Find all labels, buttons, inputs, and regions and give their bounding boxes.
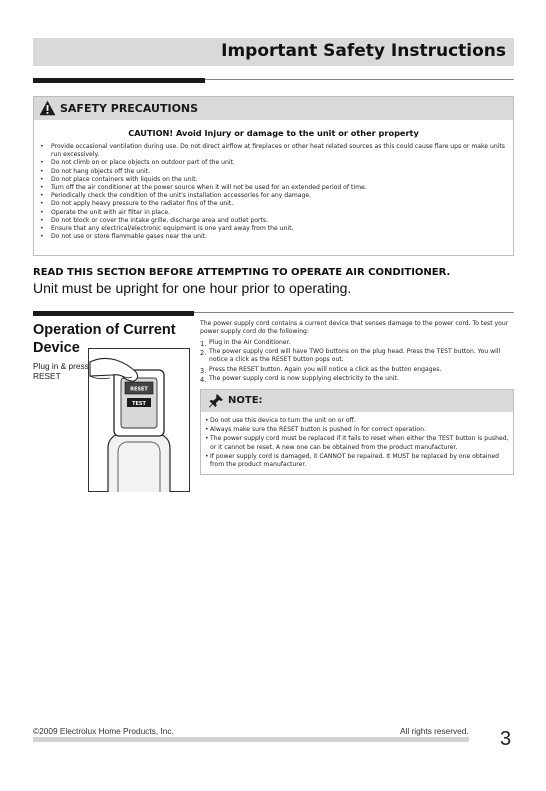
test-label: TEST [132, 401, 146, 407]
operation-steps [200, 339, 512, 384]
list-item [200, 339, 512, 347]
list-item: • Do not use this device to turn the unit on or off. [205, 417, 511, 425]
page-number: 3 [500, 728, 512, 750]
header-rule-thin [205, 79, 514, 80]
safety-bullet-list [40, 143, 512, 241]
rights-text: All rights reserved. [400, 726, 469, 736]
page-title: Important Safety Instructions [221, 41, 506, 61]
plug-label: Plug in & press RESET [33, 361, 89, 381]
note-box [200, 389, 514, 475]
list-item: • Do not place containers with liquids on the unit. [40, 176, 512, 184]
step-number: 1. [200, 340, 207, 348]
header-bar [33, 38, 514, 66]
caution-heading: CAUTION! Avoid Injury or damage to the unit or other property [128, 128, 419, 138]
list-item: • Provide occasional ventilation during use. Do not direct airflow at fireplaces or other heat related sources as this could cause flare ups or make units run excessively. [40, 143, 512, 159]
safety-precautions-title: SAFETY PRECAUTIONS [60, 102, 199, 115]
step-number: 3. [200, 366, 207, 375]
list-item: • Periodically check the condition of the unit's installation accessories for any damage. [40, 192, 512, 200]
step-text: Plug in the Air Conditioner. [209, 339, 291, 346]
step-text: The power supply cord will have TWO buttons on the plug head. Press the TEST button. You will notice a click as the RESET button pops out. [209, 348, 501, 364]
footer-bar [33, 737, 469, 742]
list-item [200, 366, 512, 374]
list-item: • Do not block or cover the intake grille, discharge area and outlet ports. [40, 217, 512, 225]
list-item [200, 348, 512, 364]
list-item: • Turn off the air conditioner at the power source when it will not be used for an extended period of time. [40, 184, 512, 192]
read-section-heading: READ THIS SECTION BEFORE ATTEMPTING TO OPERATE AIR CONDITIONER. [33, 267, 451, 278]
list-item: • The power supply cord must be replaced if it fails to reset when either the TEST button is pushed, or it cannot be reset. A new one can be obtained from the product manufacturer. [205, 435, 511, 451]
operation-title: Operation of Current Device [33, 322, 176, 356]
safety-precautions-box [33, 96, 514, 256]
list-item: • Always make sure the RESET button is pushed in for correct operation. [205, 426, 511, 434]
pushpin-icon [208, 393, 224, 409]
upright-notice: Unit must be upright for one hour prior to operating. [33, 280, 352, 296]
step-text: The power supply cord is now supplying electricity to the unit. [209, 374, 399, 382]
list-item: • Operate the unit with air filter in place. [40, 209, 512, 217]
step-text: Press the RESET button. Again you will notice a click as the button engages. [209, 365, 442, 373]
section-rule-thick [33, 311, 194, 316]
operation-intro: The power supply cord contains a current device that senses damage to the power cord. To test your power supply cord do the following: [200, 320, 509, 336]
note-title: NOTE: [228, 395, 263, 406]
header-rule-thick [33, 78, 205, 83]
list-item: • Do not climb on or place objects on outdoor part of the unit. [40, 159, 512, 167]
plug-illustration [88, 348, 190, 492]
list-item: • Do not use or store flammable gases near the unit. [40, 233, 512, 241]
step-number: 2. [200, 349, 207, 358]
list-item: • If power supply cord is damaged, it CANNOT be repaired. It MUST be replaced by one obtained from the product manufacturer. [205, 453, 511, 469]
list-item [200, 375, 512, 383]
step-number: 4. [200, 375, 207, 384]
copyright-text: ©2009 Electrolux Home Products, Inc. [33, 726, 174, 736]
section-rule-thin [194, 312, 514, 313]
list-item: • Do not apply heavy pressure to the radiator fins of the unit. [40, 200, 512, 208]
reset-label: RESET [130, 386, 148, 393]
note-header [201, 390, 513, 412]
list-item: • Do not hang objects off the unit. [40, 168, 512, 176]
safety-precautions-header [34, 97, 513, 120]
warning-icon [39, 100, 56, 116]
note-list [205, 417, 511, 470]
list-item: • Ensure that any electrical/electronic equipment is one yard away from the unit. [40, 225, 512, 233]
